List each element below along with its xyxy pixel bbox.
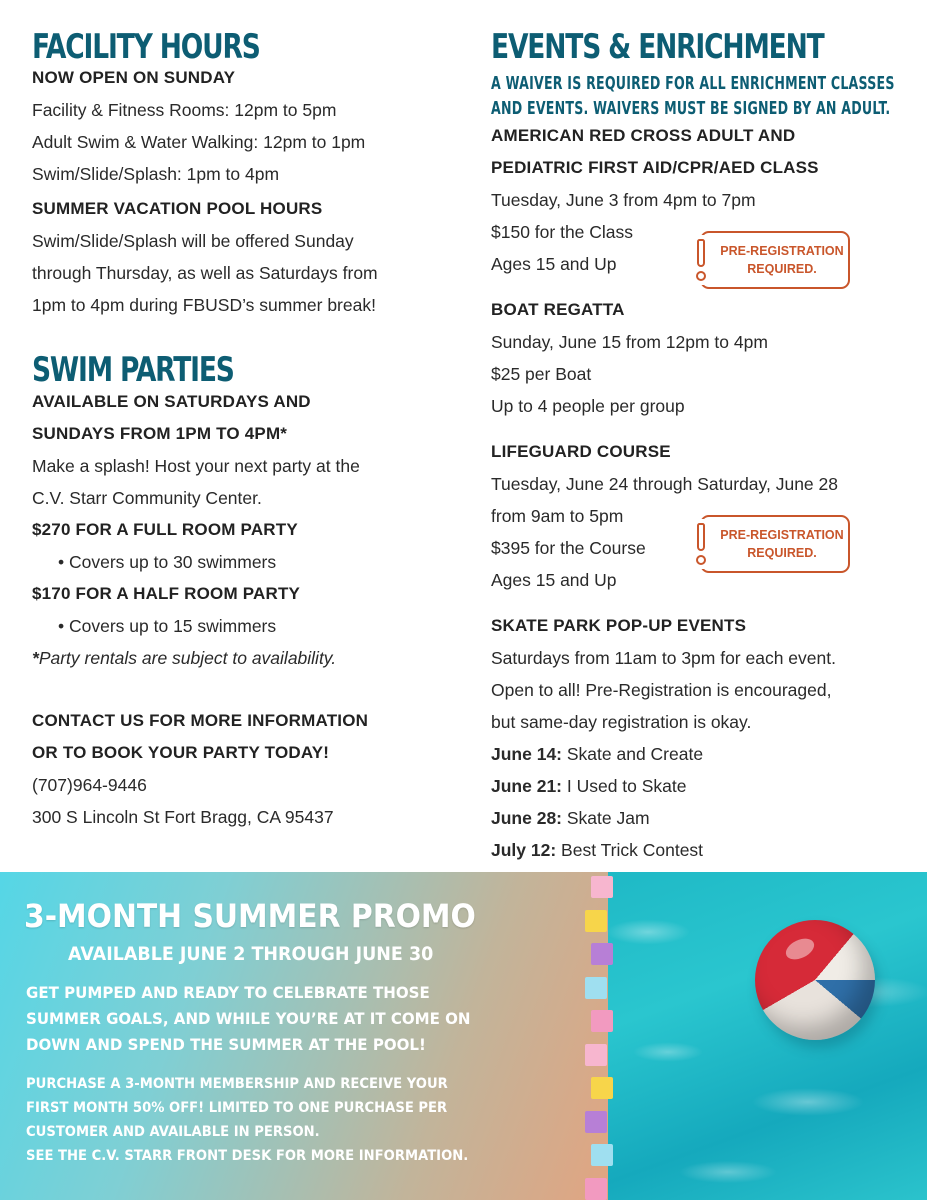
half-room-price: $170 FOR A HALF ROOM PARTY xyxy=(32,584,301,603)
exclamation-icon xyxy=(693,235,709,285)
promo-line: SEE THE C.V. STARR FRONT DESK FOR MORE INFORMATION. xyxy=(26,1148,469,1164)
promo-line: DOWN AND SPEND THE SUMMER AT THE POOL! xyxy=(26,1035,426,1054)
half-room-bullet: • Covers up to 15 swimmers xyxy=(58,616,277,636)
skate-line: Saturdays from 11am to 3pm for each event. xyxy=(491,648,836,668)
regatta-price: $25 per Boat xyxy=(491,364,592,384)
lifeguard-ages: Ages 15 and Up xyxy=(491,570,617,590)
cpr-price: $150 for the Class xyxy=(491,222,634,242)
pool-tile xyxy=(585,1111,607,1133)
pre-registration-badge xyxy=(700,231,850,289)
cpr-ages: Ages 15 and Up xyxy=(491,254,617,274)
promo-line: SUMMER GOALS, AND WHILE YOU’RE AT IT COME ON xyxy=(26,1009,471,1028)
skate-event xyxy=(491,770,687,802)
note-asterisk: * xyxy=(32,648,39,668)
skate-event xyxy=(491,802,650,834)
regatta-date: Sunday, June 15 from 12pm to 4pm xyxy=(491,332,768,352)
skate-event-date: July 12: xyxy=(491,840,557,860)
hours-line: Adult Swim & Water Walking: 12pm to 1pm xyxy=(32,132,366,152)
skate-event-name: Skate Jam xyxy=(562,808,650,828)
hours-line: Facility & Fitness Rooms: 12pm to 5pm xyxy=(32,100,337,120)
lifeguard-time: from 9am to 5pm xyxy=(491,506,624,526)
note-text: Party rentals are subject to availability. xyxy=(38,648,337,668)
skate-event xyxy=(491,834,703,866)
contact-phone: (707)964-9446 xyxy=(32,775,147,795)
promo-line: FIRST MONTH 50% OFF! LIMITED TO ONE PURCHASE PER xyxy=(26,1100,448,1116)
cpr-class-title: PEDIATRIC FIRST AID/CPR/AED CLASS xyxy=(491,158,819,177)
hours-line: Swim/Slide/Splash: 1pm to 4pm xyxy=(32,164,280,184)
cpr-date: Tuesday, June 3 from 4pm to 7pm xyxy=(491,190,756,210)
skate-event-name: I Used to Skate xyxy=(562,776,687,796)
lifeguard-title: LIFEGUARD COURSE xyxy=(491,442,671,461)
skate-line: but same-day registration is okay. xyxy=(491,712,752,732)
skate-title: SKATE PARK POP-UP EVENTS xyxy=(491,616,747,635)
waiver-note: A WAIVER IS REQUIRED FOR ALL ENRICHMENT CLASSES xyxy=(491,74,895,94)
promo-paragraph xyxy=(26,1072,468,1168)
facility-hours-subtitle: NOW OPEN ON SUNDAY xyxy=(32,68,236,87)
pool-tile xyxy=(591,876,613,898)
pool-tile-edge xyxy=(583,872,617,1200)
summer-hours-subtitle: SUMMER VACATION POOL HOURS xyxy=(32,199,323,218)
party-availability-note xyxy=(32,642,336,674)
swim-parties-subtitle: AVAILABLE ON SATURDAYS AND xyxy=(32,392,311,411)
pool-tile xyxy=(585,1178,607,1200)
skate-line: Open to all! Pre-Registration is encouraged, xyxy=(491,680,832,700)
prereg-text: REQUIRED. xyxy=(747,262,817,276)
pool-tile xyxy=(585,1044,607,1066)
prereg-text: REQUIRED. xyxy=(747,546,817,560)
summer-line: Swim/Slide/Splash will be offered Sunday xyxy=(32,231,354,251)
swim-parties-subtitle: SUNDAYS FROM 1PM TO 4PM* xyxy=(32,424,288,443)
prereg-text: PRE-REGISTRATION xyxy=(720,244,844,258)
skate-event-date: June 14: xyxy=(491,744,562,764)
regatta-group: Up to 4 people per group xyxy=(491,396,685,416)
skate-event-date: June 28: xyxy=(491,808,562,828)
promo-subtitle: AVAILABLE JUNE 2 THROUGH JUNE 30 xyxy=(68,943,434,965)
promo-line: PURCHASE A 3-MONTH MEMBERSHIP AND RECEIVE YOUR xyxy=(26,1076,448,1092)
skate-event-name: Best Trick Contest xyxy=(556,840,704,860)
events-heading: EVENTS & ENRICHMENT xyxy=(491,27,824,67)
skate-event-name: Skate and Create xyxy=(562,744,704,764)
lifeguard-price: $395 for the Course xyxy=(491,538,646,558)
waiver-note: AND EVENTS. WAIVERS MUST BE SIGNED BY AN ADULT. xyxy=(491,99,891,119)
party-description: Make a splash! Host your next party at the xyxy=(32,456,360,476)
pool-water-image xyxy=(608,872,927,1200)
promo-line: GET PUMPED AND READY TO CELEBRATE THOSE xyxy=(26,983,430,1002)
promo-paragraph xyxy=(26,980,471,1058)
summer-line: through Thursday, as well as Saturdays from xyxy=(32,263,378,283)
party-description: C.V. Starr Community Center. xyxy=(32,488,262,508)
beach-ball-image xyxy=(755,920,875,1040)
pre-registration-badge xyxy=(700,515,850,573)
summer-promo-banner xyxy=(0,872,927,1200)
cpr-class-title: AMERICAN RED CROSS ADULT AND xyxy=(491,126,796,145)
pool-tile xyxy=(591,1077,613,1099)
exclamation-icon xyxy=(693,519,709,569)
promo-line: CUSTOMER AND AVAILABLE IN PERSON. xyxy=(26,1124,320,1140)
contact-heading: CONTACT US FOR MORE INFORMATION xyxy=(32,711,369,730)
contact-heading: OR TO BOOK YOUR PARTY TODAY! xyxy=(32,743,330,762)
regatta-title: BOAT REGATTA xyxy=(491,300,625,319)
pool-tile xyxy=(585,910,607,932)
promo-title: 3-MONTH SUMMER PROMO xyxy=(24,897,476,935)
full-room-price: $270 FOR A FULL ROOM PARTY xyxy=(32,520,298,539)
pool-tile xyxy=(591,943,613,965)
prereg-text: PRE-REGISTRATION xyxy=(720,528,844,542)
skate-event xyxy=(491,738,703,770)
full-room-bullet: • Covers up to 30 swimmers xyxy=(58,552,277,572)
lifeguard-date: Tuesday, June 24 through Saturday, June 28 xyxy=(491,474,838,494)
pool-tile xyxy=(591,1010,613,1032)
summer-line: 1pm to 4pm during FBUSD’s summer break! xyxy=(32,295,376,315)
skate-event-date: June 21: xyxy=(491,776,562,796)
contact-address: 300 S Lincoln St Fort Bragg, CA 95437 xyxy=(32,807,334,827)
swim-parties-heading: SWIM PARTIES xyxy=(32,350,234,390)
pool-tile xyxy=(591,1144,613,1166)
facility-hours-heading: FACILITY HOURS xyxy=(32,27,260,67)
pool-tile xyxy=(585,977,607,999)
